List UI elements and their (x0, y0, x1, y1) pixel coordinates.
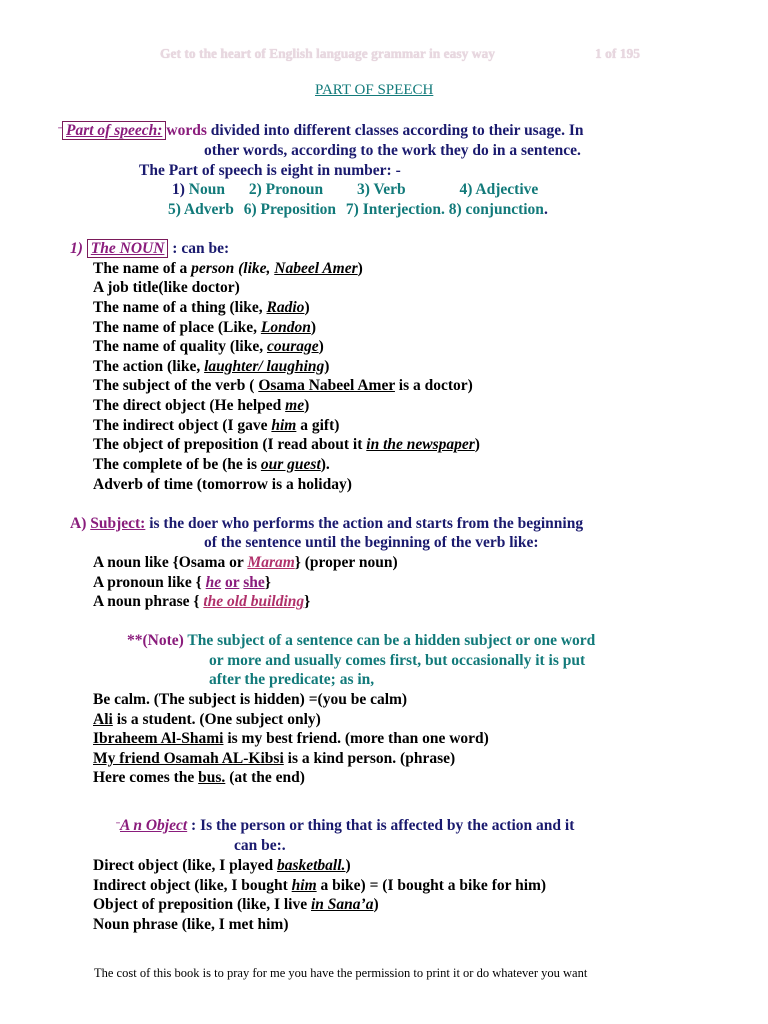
noun-line: The name of place (Like, London) (93, 319, 317, 336)
subject-example: A noun phrase { the old building} (93, 593, 311, 610)
book-title: Get to the heart of English language grammar in easy way (160, 46, 495, 61)
note-example: Ali is a student. (One subject only) (93, 711, 321, 728)
object-term: A n Object (120, 817, 188, 834)
object-example: Object of preposition (like, I live in Sana’a) (93, 896, 379, 913)
noun-line: The indirect object (I gave him a gift) (93, 417, 340, 434)
note-prefix: **(Note) (127, 632, 184, 649)
noun-line: The subject of the verb ( Osama Nabeel Amer is a doctor) (93, 377, 473, 394)
page-count: 1 of 195 (595, 46, 640, 61)
noun-term: The NOUN (87, 239, 169, 258)
part-verb: 3) Verb (356, 181, 406, 198)
part-noun: Noun (188, 181, 225, 198)
noun-line: The name of quality (like, courage) (93, 338, 324, 355)
note-text: The subject of a sentence can be a hidden subject or one word (183, 632, 596, 649)
parts-list-row-1 (172, 180, 538, 199)
note-line-1 (127, 631, 595, 650)
noun-line: The object of preposition (I read about it in the newspaper) (93, 436, 480, 453)
period: . (543, 201, 548, 218)
part-number: 1) (172, 181, 189, 198)
note-example: Be calm. (The subject is hidden) =(you be calm) (93, 691, 408, 708)
intro-line-2: other words, according to the work they do in a sentence. (204, 142, 581, 159)
note-example: Here comes the bus. (at the end) (93, 769, 305, 786)
bullet-icon: ¨ (58, 124, 62, 138)
part-interjection-conjunction: 7) Interjection. 8) conjunction (345, 201, 544, 218)
subject-line-2: of the sentence until the beginning of the verb like: (204, 534, 539, 551)
object-def: : Is the person or thing that is affected by the action and it (187, 817, 575, 834)
object-line-1 (116, 816, 574, 836)
noun-line: The name of a person (like, Nabeel Amer) (93, 260, 363, 277)
subject-prefix: A) (70, 515, 91, 532)
part-adverb: 5) Adverb (168, 201, 234, 218)
bullet-icon: ¨ (116, 819, 120, 833)
intro-line-1 (58, 121, 584, 141)
intro-text: divided into different classes according to their usage. In (206, 122, 584, 139)
noun-number: 1) (70, 240, 83, 257)
footer-note: The cost of this book is to pray for me you have the permission to print it or do whatever you want (94, 966, 588, 980)
noun-heading-rest: : can be: (172, 240, 230, 257)
noun-heading (70, 239, 229, 258)
noun-line: The complete of be (he is our guest). (93, 456, 330, 473)
object-example: Direct object (like, I played basketball.) (93, 857, 351, 874)
subject-example: A pronoun like { he or she} (93, 574, 271, 591)
part-pronoun: 2) Pronoun (248, 181, 324, 198)
part-adjective: 4) Adjective (459, 181, 539, 198)
note-example: My friend Osamah AL-Kibsi is a kind person. (phrase) (93, 750, 456, 767)
noun-line: Adverb of time (tomorrow is a holiday) (93, 476, 352, 493)
page-title: PART OF SPEECH (315, 82, 434, 98)
intro-line-3: The Part of speech is eight in number: - (139, 162, 401, 179)
part-preposition: 6) Preposition (243, 201, 337, 218)
words-label: words (166, 122, 207, 139)
subject-line-1 (70, 514, 583, 533)
note-example: Ibraheem Al-Shami is my best friend. (more than one word) (93, 730, 489, 747)
note-line-2: or more and usually comes first, but occasionally it is put (209, 652, 586, 669)
parts-list-row-2 (168, 200, 548, 219)
noun-line: The action (like, laughter/ laughing) (93, 358, 330, 375)
noun-line: A job title(like doctor) (93, 279, 240, 296)
object-line-2: can be:. (234, 837, 286, 854)
object-example: Noun phrase (like, I met him) (93, 916, 289, 933)
object-example: Indirect object (like, I bought him a bike) = (I bought a bike for him) (93, 877, 547, 894)
subject-def: is the doer who performs the action and starts from the beginning (145, 515, 584, 532)
subject-term: Subject: (90, 515, 146, 532)
part-of-speech-term: Part of speech: (62, 121, 166, 140)
note-line-3: after the predicate; as in, (209, 671, 375, 688)
noun-line: The direct object (He helped me) (93, 397, 310, 414)
subject-example: A noun like {Osama or Maram} (proper noun) (93, 554, 398, 571)
noun-line: The name of a thing (like, Radio) (93, 299, 310, 316)
